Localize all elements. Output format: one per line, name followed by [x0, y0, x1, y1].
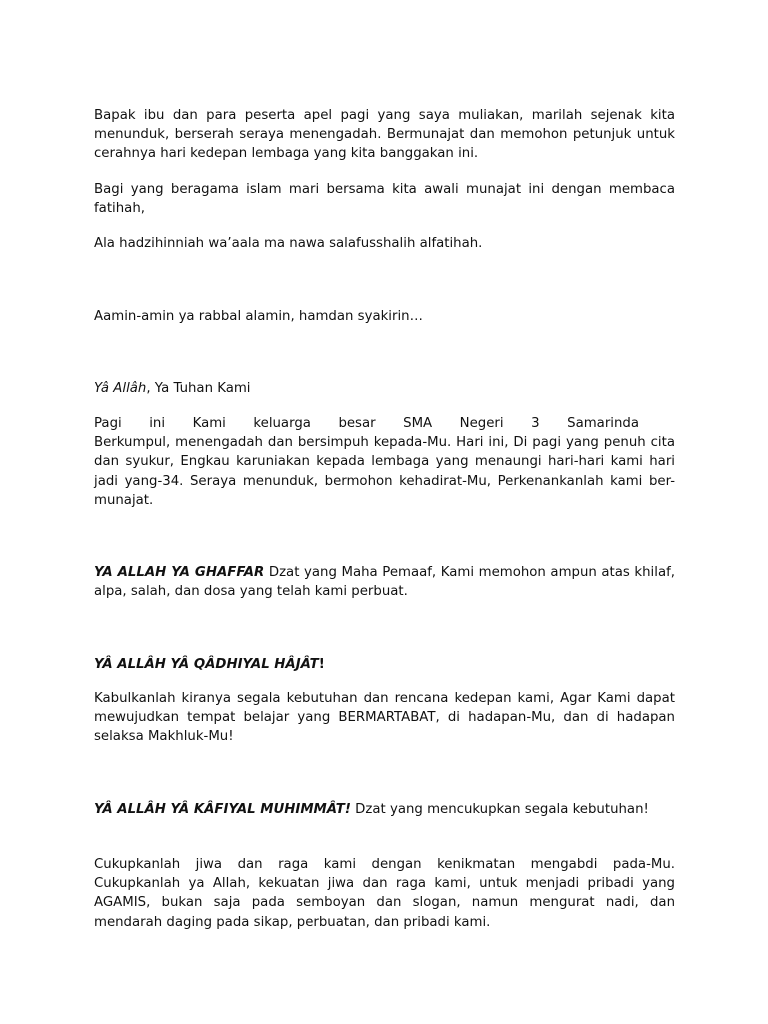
paragraph-kabulkanlah: Kabulkanlah kiranya segala kebutuhan dan rencana kedepan kami, Agar Kami dapat mewujudkan tempat belajar yang BERMARTABAT, di hadapan-Mu, dan di hadapan selaksa Makhluk-Mu!: [94, 691, 675, 745]
ya-allah-italic: Yâ Allâh: [94, 381, 147, 396]
kafiyal-muhimmat-text: Dzat yang mencukupkan segala kebutuhan!: [350, 802, 649, 817]
qadhiyal-hajat-heading: YÂ ALLÂH YÂ QÂDHIYAL HÂJÂT: [94, 657, 319, 672]
paragraph-cukupkanlah: Cukupkanlah jiwa dan raga kami dengan kenikmatan mengabdi pada-Mu. Cukupkanlah ya Allah, kekuatan jiwa dan raga kami, untuk menjadi pribadi yang AGAMIS, bukan saja pada semboyan dan slogan, namun mengurat nadi, dan mendarah daging pada sikap, perbuatan, dan pribadi kami.: [94, 857, 675, 930]
paragraph-pagi-ini: [94, 414, 675, 510]
paragraph-alfatihah: Ala hadzihinniah wa’aala ma nawa salafusshalih alfatihah.: [94, 236, 483, 251]
paragraph-opening: Bapak ibu dan para peserta apel pagi yang saya muliakan, marilah sejenak kita menunduk, berserah seraya menengadah. Bermunajat dan memohon petunjuk untuk cerahnya hari kedepan lembaga yang kita banggakan ini.: [94, 108, 675, 162]
ya-tuhan-kami: , Ya Tuhan Kami: [146, 381, 251, 396]
paragraph-aamin: Aamin-amin ya rabbal alamin, hamdan syakirin…: [94, 309, 423, 324]
pagi-ini-rest: Berkumpul, menengadah dan bersimpuh kepada-Mu. Hari ini, Di pagi yang penuh cita dan syukur, Engkau karuniakan kepada lembaga yang menaungi hari-hari kami hari jadi yang-34. Seraya menunduk, bermohon kehadirat-Mu, Perkenankanlah kami ber-munajat.: [94, 435, 675, 508]
paragraph-ya-ghaffar: [94, 563, 675, 601]
ya-ghaffar-text: Dzat yang Maha Pemaaf, Kami memohon ampun atas khilaf, alpa, salah, dan dosa yang telah kami perbuat.: [94, 565, 676, 600]
ya-ghaffar-heading: YA ALLAH YA GHAFFAR: [94, 565, 265, 580]
paragraph-qadhiyal-hajat: [94, 655, 675, 674]
paragraph-kafiyal-muhimmat: [94, 800, 675, 819]
kafiyal-muhimmat-heading: YÂ ALLÂH YÂ KÂFIYAL MUHIMMÂT!: [94, 802, 351, 817]
pagi-ini-first-line: Pagi ini Kami keluarga besar SMA Negeri 3 Samarinda: [94, 416, 639, 431]
qadhiyal-hajat-exclamation: !: [318, 657, 325, 672]
paragraph-ya-allah: [94, 379, 675, 398]
paragraph-fatihah-invitation: Bagi yang beragama islam mari bersama kita awali munajat ini dengan membaca fatihah,: [94, 182, 675, 217]
